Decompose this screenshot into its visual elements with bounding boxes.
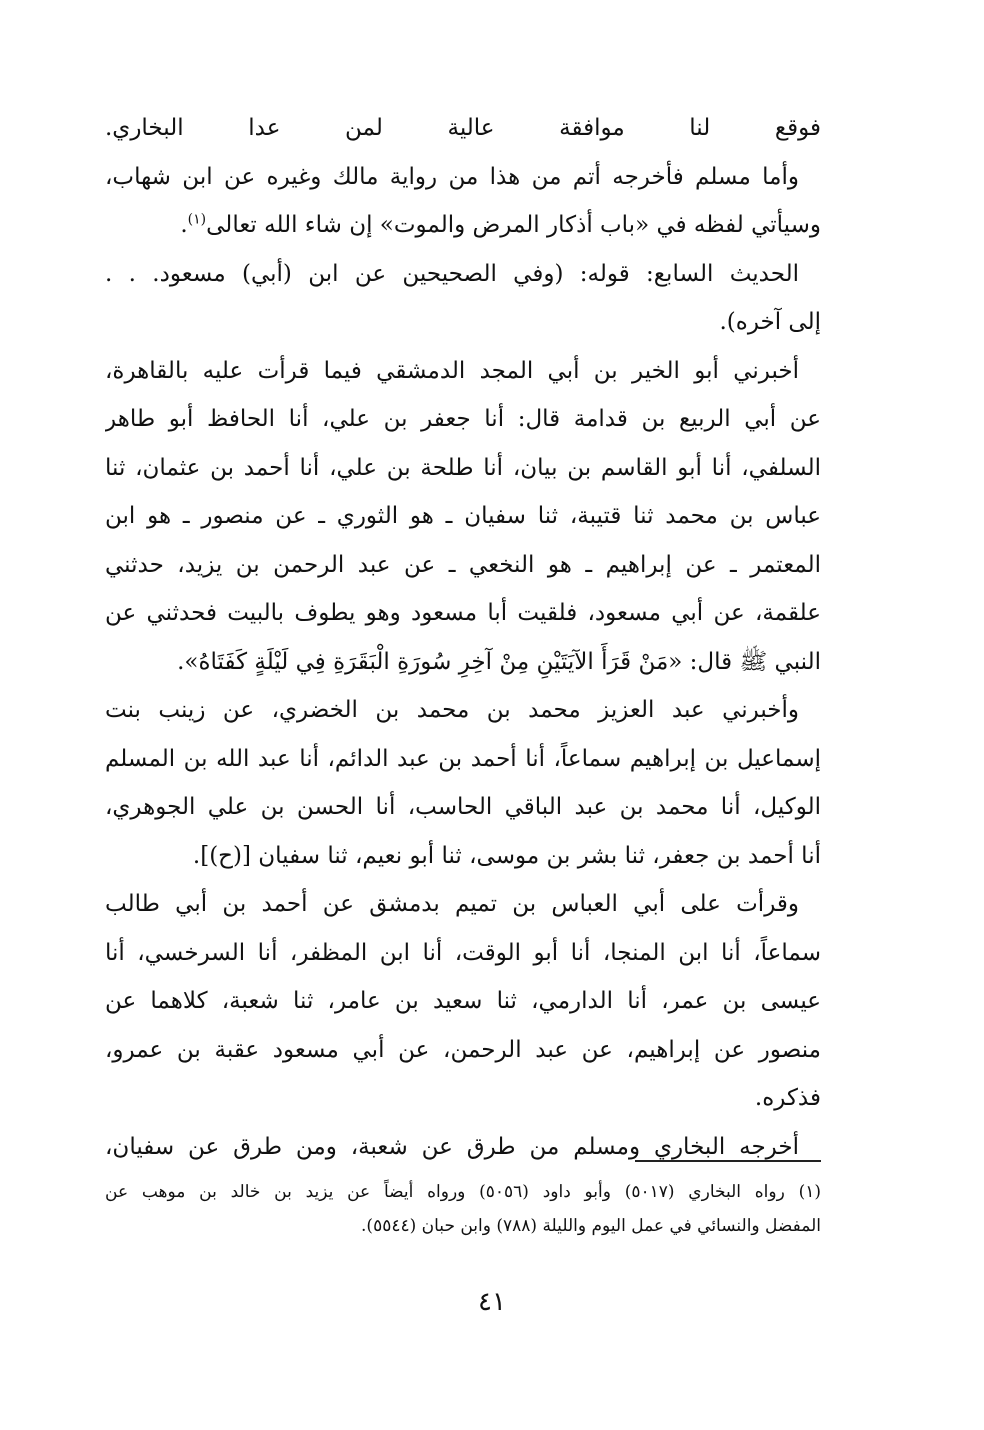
text-line-13: وأخبرني عبد العزيز محمد بن محمد بن الخضري، عن زينب بنت — [105, 697, 799, 723]
text-line-14: إسماعيل بن إبراهيم سماعاً، أنا أحمد بن عبد الدائم، أنا عبد الله بن المسلم — [105, 745, 821, 772]
text-line-11: علقمة، عن أبي مسعود، فلقيت أبا مسعود وهو يطوف بالبيت فحدثني عن — [105, 600, 821, 626]
text-line-3-end: . — [180, 212, 188, 238]
text-line-22: أخرجه البخاري ومسلم من طرق عن شعبة، ومن طرق عن سفيان، — [105, 1133, 799, 1160]
page-number: ٤١ — [478, 1287, 506, 1317]
text-line-19: عيسى بن عمر، أنا الدارمي، ثنا سعيد بن عامر، ثنا شعبة، كلاهما عن — [105, 988, 821, 1014]
text-line-5: إلى آخره). — [719, 309, 821, 335]
text-line-2: وأما مسلم فأخرجه أتم من هذا من رواية مالك وغيره عن ابن شهاب، — [105, 163, 799, 190]
footnote-separator — [635, 1160, 821, 1162]
text-line-4: الحديث السابع: قوله: (وفي الصحيحين عن ابن (أبي) مسعود. . . — [105, 260, 799, 287]
text-line-12: النبي ﷺ قال: «مَنْ قَرَأَ الآيَتَيْنِ مِنْ آخِرِ سُورَةِ الْبَقَرَةِ فِي لَيْلَةٍ كَفَتَاهُ». — [177, 648, 821, 675]
text-line-17: وقرأت على أبي العباس بن تميم بدمشق عن أحمد بن أبي طالب — [105, 891, 799, 917]
text-line-10: المعتمر ـ عن إبراهيم ـ هو النخعي ـ عن عبد الرحمن بن يزيد، حدثني — [105, 551, 821, 578]
text-line-20: منصور عن إبراهيم، عن عبد الرحمن، عن أبي مسعود عقبة بن عمرو، — [105, 1036, 821, 1063]
text-line-21: فذكره. — [754, 1085, 821, 1111]
text-line-3 — [105, 201, 821, 250]
text-line-15: الوكيل، أنا محمد بن عبد الباقي الحاسب، أنا الحسن بن علي الجوهري، — [105, 794, 821, 820]
text-line-16: أنا أحمد بن جعفر، ثنا بشر بن موسى، ثنا أبو نعيم، ثنا سفيان [(ح)]. — [192, 842, 821, 869]
text-line-9: عباس بن محمد ثنا قتيبة، ثنا سفيان ـ هو الثوري ـ عن منصور ـ هو ابن — [105, 503, 821, 529]
footnote-reference-1: (١) — [187, 211, 207, 228]
text-line-8: السلفي، أنا أبو القاسم بن بيان، أنا طلحة بن علي، أنا أحمد بن عثمان، ثنا — [105, 454, 821, 481]
text-line-7: عن أبي الربيع بن قدامة قال: أنا جعفر بن علي، أنا الحافظ أبو طاهر — [105, 406, 821, 432]
text-line-3-content: وسيأتي لفظه في «باب أذكار المرض والموت» إن شاء الله تعالى — [206, 212, 821, 238]
text-line-18: سماعاً، أنا ابن المنجا، أنا أبو الوقت، أنا ابن المظفر، أنا السرخسي، أنا — [105, 939, 821, 966]
footnotes — [105, 1175, 821, 1243]
text-line-6: أخبرني أبو الخير بن أبي المجد الدمشقي فيما قرأت عليه بالقاهرة، — [105, 357, 799, 384]
footnote-line-1: (١) رواه البخاري (٥٠١٧) وأبو داود (٥٠٥٦) ورواه أيضاً عن يزيد بن خالد بن موهب عن — [105, 1182, 821, 1202]
text-line-1: فوقع لنا موافقة عالية لمن عدا البخاري. — [105, 115, 821, 141]
main-text — [105, 104, 821, 1171]
footnote-line-2: المفضل والنسائي في عمل اليوم والليلة (٧٨٨) وابن حبان (٥٥٤٤). — [361, 1216, 821, 1236]
